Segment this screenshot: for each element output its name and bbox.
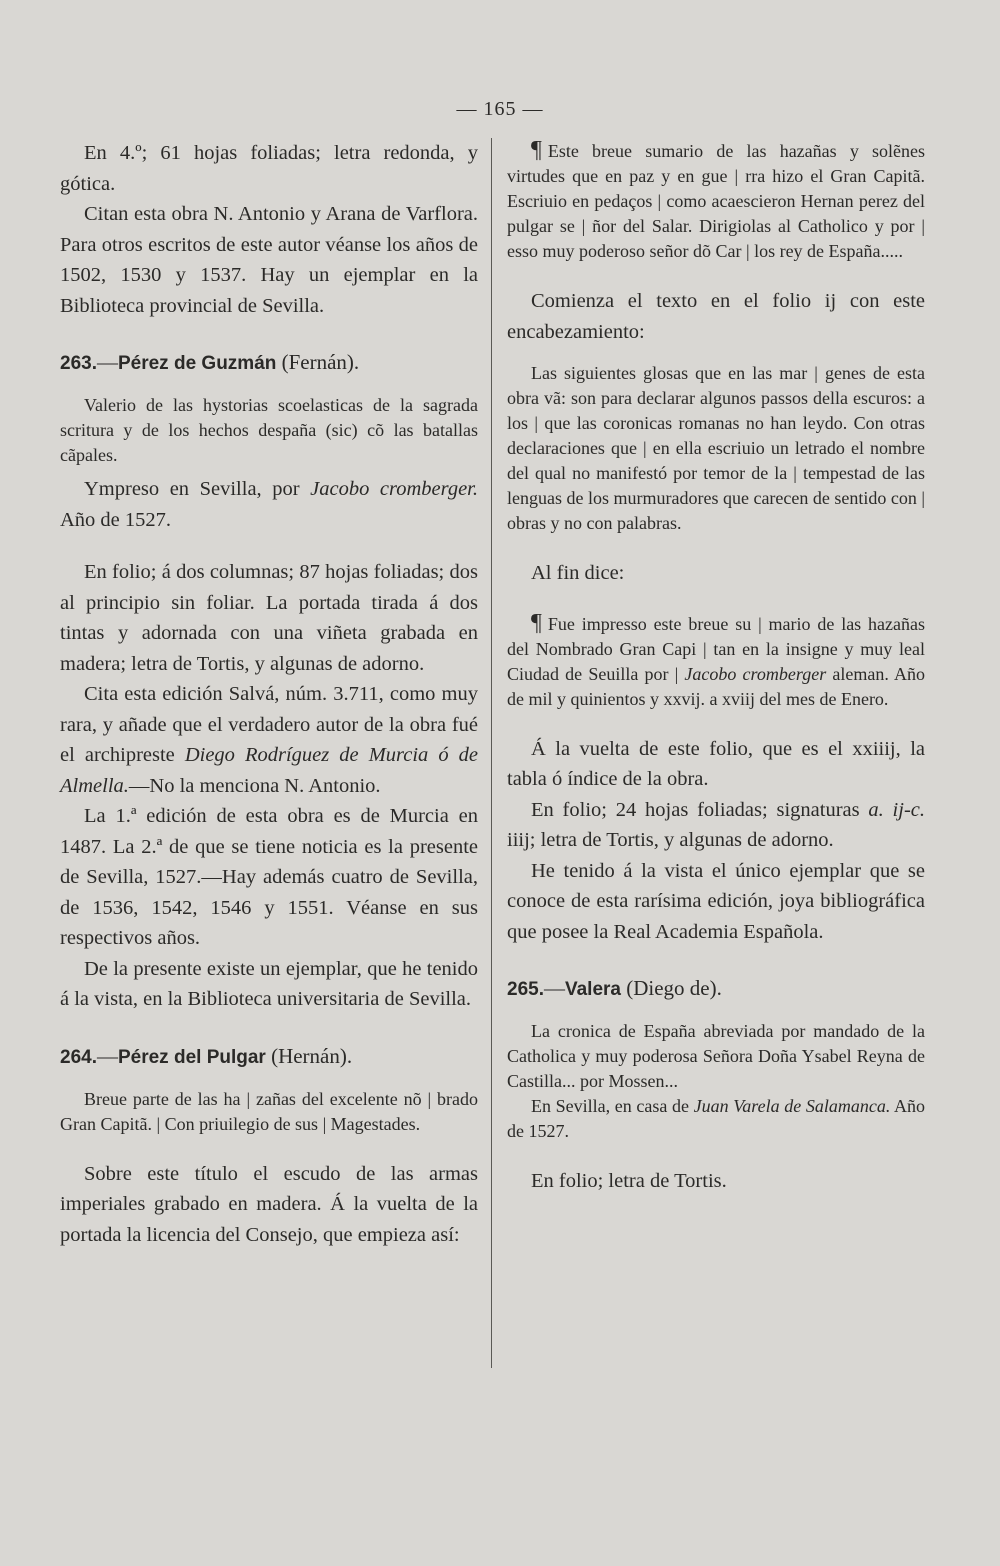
format-paragraph [507,795,925,856]
entry-263-heading [60,347,478,379]
right-column [507,138,925,1197]
prologue-transcription [507,138,925,264]
copy-paragraph: De la presente existe un ejemplar, que he tenido á la vista, en la Biblioteca universitaria de Sevilla. [60,957,478,1010]
imprint-paragraph [60,474,478,535]
entry-author-rest: (Hernán). [265,1043,353,1068]
colophon-text-end: aleman. Año de mil y quinientos y xxvij. a xviij del mes de Enero. [507,663,926,709]
page-number: — 165 — [456,98,544,120]
printer-name: Jacobo cromberger. [310,478,478,500]
format-paragraph: En 4.º; 61 hojas foliadas; letra redonda, y gótica. [60,142,478,195]
entry-number: 264. [60,1046,97,1068]
prologue-text: Este breue sumario de las hazañas y solẽnes virtudes que en paz y en gue | rra hizo el Gran Capitã. Escriuio en pedaços | como acaescieron Hernan perez del pulgar se | ñor del Salar. Dirigiolas al Catholico y por | esso muy poderoso señor dõ Car | los rey de España..... [507,141,925,261]
printer-name: Juan Varela de Salamanca. [693,1096,891,1116]
signature-range: a. ij-c. [868,798,925,821]
colophon-intro: Al fin dice: [531,562,625,584]
heading-transcription: Las siguientes glosas que en las mar | genes de esta obra vã: son para declarar algunos passos della escuros: a los | que las coronicas romanas no han leydo. Con otras declaraciones que | en ella escriuio un letrado el nombre del qual no manifestó por temor de la | tempestad de las lenguas de los murmuradores que carecen de sentido con | obras y no con palabras. [507,363,925,533]
printer-name: Jacobo cromberger [684,663,827,684]
title-transcription: Breue parte de las ha | zañas del excelente nõ | brado Gran Capitã. | Con priuilegio de sus | Magestades. [60,1088,478,1134]
title-transcription: Valerio de las hystorias scoelasticas de la sagrada scritura y de los hechos despaña (sic) cõ las batallas cãpales. [60,395,478,465]
entry-dash: — [96,350,118,374]
citation-paragraph: Citan esta obra N. Antonio y Arana de Varflora. Para otros escritos de este autor véanse los años de 1502, 1530 y 1537. Hay un ejemplar en la Biblioteca provincial de Sevilla. [60,203,478,317]
entry-dash: — [543,976,565,1000]
format-paragraph: En folio; á dos columnas; 87 hojas foliadas; dos al principio sin foliar. La portada tirada á dos tintas y adornada con una viñeta grabada en madera; letra de Tortis, y algunas de adorno. [60,561,478,675]
entry-author: Valera [564,979,621,1000]
format-text-end: iiij; letra de Tortis, y algunas de adorno. [507,829,834,851]
text-start-paragraph: Comienza el texto en el folio ij con este encabezamiento: [507,290,925,343]
entry-author: Pérez del Pulgar [117,1046,266,1068]
imprint-text: En Sevilla, en casa de [531,1096,694,1116]
format-text: En folio; 24 hojas foliadas; signaturas [531,798,869,821]
entry-264-heading [60,1041,478,1073]
entry-number: 263. [60,353,97,374]
colophon-transcription [507,611,925,712]
colophon-text: Fue impresso este breue su | mario de las hazañas del Nombrado Gran Capi | tan en la insigne y muy leal Ciudad de Seuilla por | [507,613,925,684]
author-name: Diego Rodríguez de Murcia ó de Almella. [60,744,478,797]
index-paragraph: Á la vuelta de este folio, que es el xxiiij, la tabla ó índice de la obra. [507,737,925,790]
left-column [60,138,478,1250]
entry-dash: — [96,1043,118,1068]
pilcrow-icon: ¶ [531,137,542,163]
salva-paragraph [60,679,478,801]
pilcrow-icon: ¶ [531,609,542,636]
format-paragraph: En folio; letra de Tortis. [531,1170,727,1192]
entry-author-rest: (Diego de). [620,976,722,1000]
entry-number: 265. [507,979,544,1000]
imprint-text: Ympreso en Sevilla, por [84,478,311,500]
entry-265-heading [507,973,925,1005]
entry-author-rest: (Fernán). [276,350,360,374]
copy-paragraph: He tenido á la vista el único ejemplar que se conoce de esta rarísima edición, joya bibliográfica que posee la Real Academia Española. [507,859,925,943]
title-transcription: La cronica de España abreviada por mandado de la Catholica y muy poderosa Señora Doña Ysabel Reyna de Castilla... por Mossen... [507,1021,925,1091]
imprint-year: Año de 1527. [60,508,172,531]
salva-text-end: —No la menciona N. Antonio. [128,774,381,797]
description-paragraph: Sobre este título el escudo de las armas imperiales grabado en madera. Á la vuelta de la portada la licencia del Consejo, que empieza así: [60,1162,478,1246]
imprint-year: Año de 1527. [507,1096,925,1141]
entry-author: Pérez de Guzmán [117,353,277,374]
imprint-paragraph [507,1094,925,1144]
salva-text: Cita esta edición Salvá, núm. 3.711, como muy rara, y añade que el verdadero autor de la obra fué el archipreste [60,683,478,766]
editions-paragraph: La 1.ª edición de esta obra es de Murcia en 1487. La 2.ª de que se tiene noticia es la presente de Sevilla, 1527.—Hay además cuatro de Sevilla, de 1536, 1542, 1546 y 1551. Véanse en sus respectivos años. [60,805,478,949]
column-divider [491,138,492,1368]
